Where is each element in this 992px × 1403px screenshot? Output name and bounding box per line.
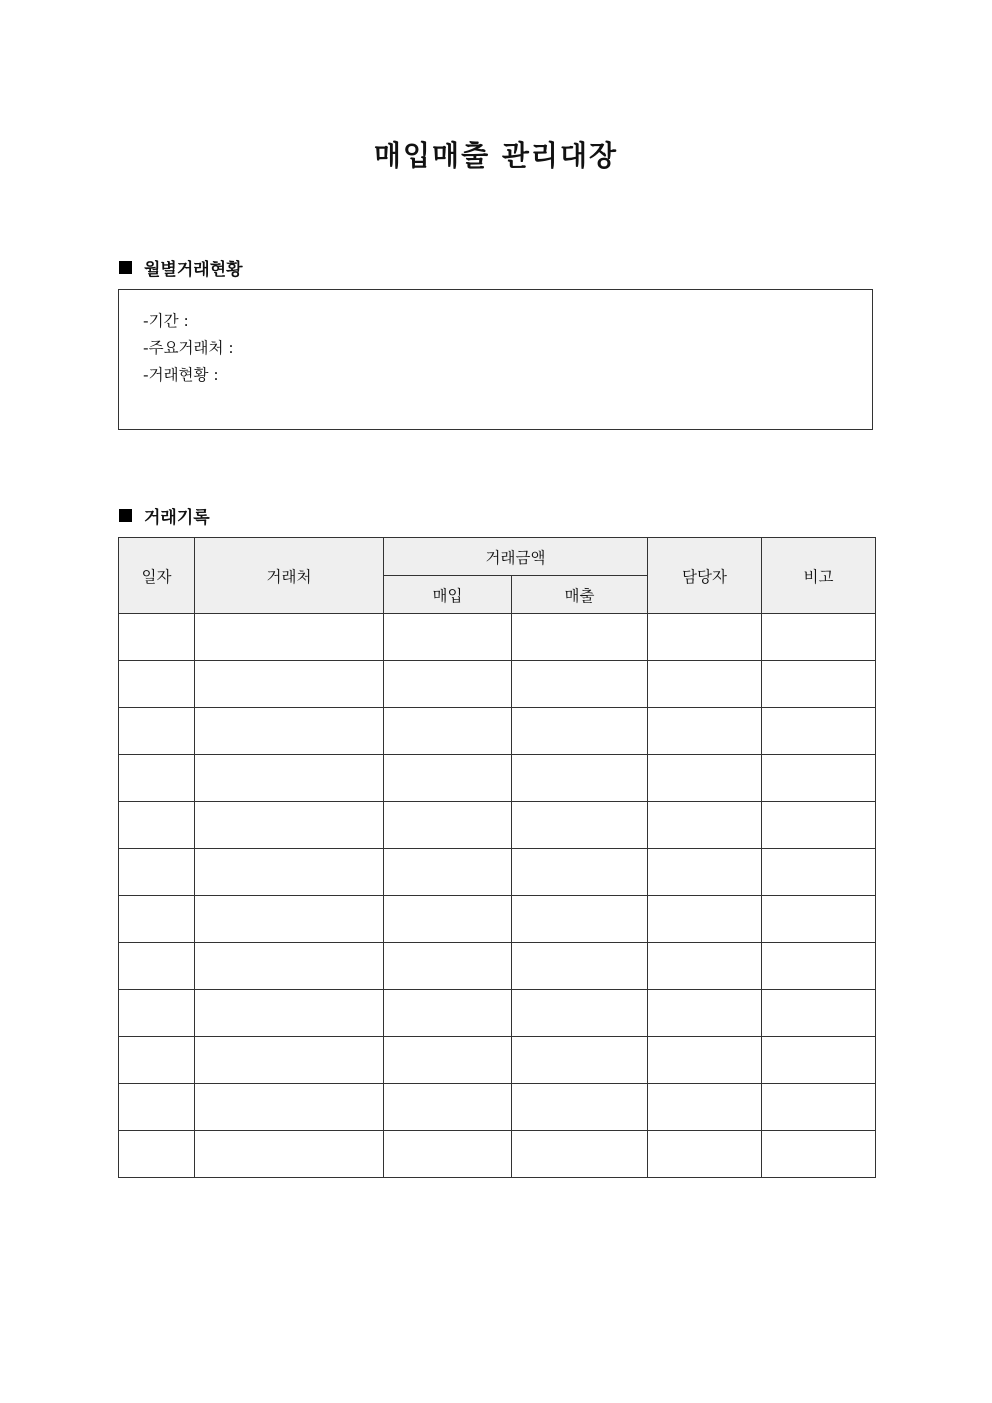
table-row [119,1084,876,1131]
cell-note[interactable] [762,1131,876,1178]
col-header-purchase: 매입 [384,576,512,614]
cell-manager[interactable] [648,708,762,755]
cell-purchase[interactable] [384,1131,512,1178]
cell-partner[interactable] [195,661,384,708]
cell-sales[interactable] [512,1037,648,1084]
cell-note[interactable] [762,943,876,990]
cell-manager[interactable] [648,943,762,990]
cell-date[interactable] [119,802,195,849]
cell-purchase[interactable] [384,849,512,896]
cell-purchase[interactable] [384,661,512,708]
cell-sales[interactable] [512,614,648,661]
cell-partner[interactable] [195,755,384,802]
records-table-body [119,614,876,1178]
cell-date[interactable] [119,755,195,802]
cell-note[interactable] [762,614,876,661]
cell-manager[interactable] [648,849,762,896]
cell-date[interactable] [119,708,195,755]
cell-manager[interactable] [648,614,762,661]
table-row [119,896,876,943]
cell-manager[interactable] [648,1131,762,1178]
table-row [119,1037,876,1084]
cell-partner[interactable] [195,1037,384,1084]
cell-sales[interactable] [512,661,648,708]
cell-purchase[interactable] [384,755,512,802]
cell-note[interactable] [762,1084,876,1131]
records-heading-label: 거래기록 [144,508,210,528]
cell-note[interactable] [762,849,876,896]
col-header-sales: 매출 [512,576,648,614]
records-table [118,537,876,1178]
cell-note[interactable] [762,990,876,1037]
cell-note[interactable] [762,802,876,849]
cell-date[interactable] [119,896,195,943]
cell-manager[interactable] [648,755,762,802]
summary-heading-label: 월별거래현황 [144,260,243,280]
col-header-amount: 거래금액 [384,538,648,576]
cell-purchase[interactable] [384,802,512,849]
cell-partner[interactable] [195,896,384,943]
table-row [119,849,876,896]
cell-purchase[interactable] [384,1084,512,1131]
cell-purchase[interactable] [384,990,512,1037]
cell-manager[interactable] [648,1084,762,1131]
summary-box [118,289,873,430]
cell-sales[interactable] [512,1084,648,1131]
cell-note[interactable] [762,755,876,802]
cell-partner[interactable] [195,802,384,849]
table-row [119,1131,876,1178]
square-bullet-icon [119,261,132,274]
cell-date[interactable] [119,1084,195,1131]
cell-partner[interactable] [195,1131,384,1178]
cell-purchase[interactable] [384,708,512,755]
cell-date[interactable] [119,614,195,661]
cell-purchase[interactable] [384,614,512,661]
cell-partner[interactable] [195,708,384,755]
cell-purchase[interactable] [384,1037,512,1084]
cell-partner[interactable] [195,990,384,1037]
cell-date[interactable] [119,1131,195,1178]
col-header-partner: 거래처 [195,538,384,614]
cell-note[interactable] [762,1037,876,1084]
table-row [119,661,876,708]
cell-date[interactable] [119,1037,195,1084]
col-header-note: 비고 [762,538,876,614]
cell-note[interactable] [762,661,876,708]
cell-sales[interactable] [512,849,648,896]
cell-sales[interactable] [512,1131,648,1178]
cell-manager[interactable] [648,990,762,1037]
cell-manager[interactable] [648,661,762,708]
summary-section-heading [119,255,243,280]
table-row [119,943,876,990]
cell-purchase[interactable] [384,943,512,990]
cell-note[interactable] [762,896,876,943]
col-header-manager: 담당자 [648,538,762,614]
records-section-heading [119,503,210,528]
cell-purchase[interactable] [384,896,512,943]
cell-date[interactable] [119,990,195,1037]
cell-date[interactable] [119,943,195,990]
cell-sales[interactable] [512,943,648,990]
table-row [119,755,876,802]
period-line[interactable]: -기간 : [143,312,189,330]
cell-manager[interactable] [648,1037,762,1084]
table-row [119,708,876,755]
table-row [119,614,876,661]
main-partners-line[interactable]: -주요거래처 : [143,339,234,357]
cell-manager[interactable] [648,896,762,943]
cell-partner[interactable] [195,614,384,661]
cell-manager[interactable] [648,802,762,849]
page-title: 매입매출 관리대장 [373,139,619,172]
table-row [119,802,876,849]
cell-date[interactable] [119,849,195,896]
cell-partner[interactable] [195,943,384,990]
cell-partner[interactable] [195,1084,384,1131]
cell-sales[interactable] [512,802,648,849]
table-row [119,990,876,1037]
cell-sales[interactable] [512,990,648,1037]
cell-date[interactable] [119,661,195,708]
cell-sales[interactable] [512,896,648,943]
cell-sales[interactable] [512,755,648,802]
transaction-status-line[interactable]: -거래현황 : [143,366,219,384]
col-header-date: 일자 [119,538,195,614]
cell-partner[interactable] [195,849,384,896]
cell-note[interactable] [762,708,876,755]
square-bullet-icon [119,509,132,522]
cell-sales[interactable] [512,708,648,755]
